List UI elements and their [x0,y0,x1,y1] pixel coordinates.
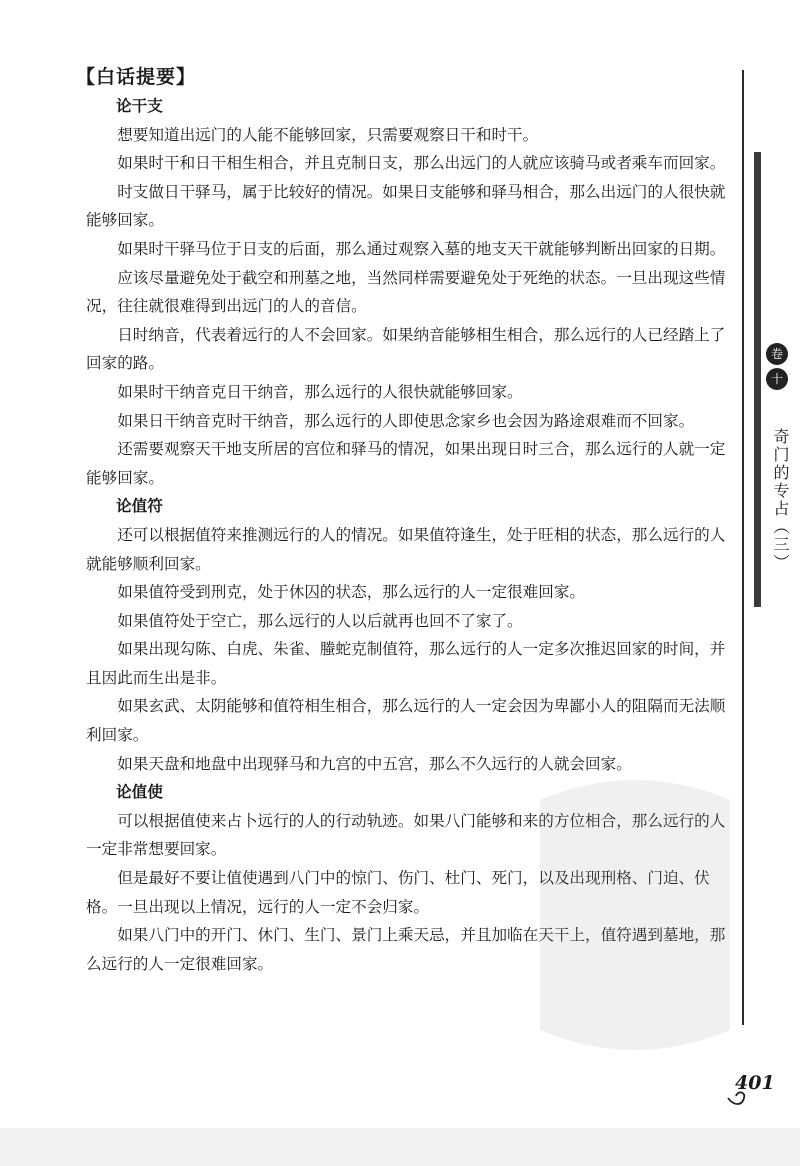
paragraph: 如果值符受到刑克，处于休囚的状态，那么远行的人一定很难回家。 [117,583,586,602]
subheading-zhifu: 论值符 [116,497,163,516]
paragraph: 可以根据值使来占卜远行的人的行动轨迹。如果八门能够和来的方位相合，那么远行的人一定非常想要回家。 [86,811,726,859]
paragraph: 如果出现勾陈、白虎、朱雀、螣蛇克制值符，那么远行的人一定多次推迟回家的时间，并且因此而生出是非。 [86,640,726,687]
volume-tab [757,343,797,408]
paragraph: 如果时干纳音克日干纳音，那么远行的人很快就能够回家。 [117,382,523,401]
paragraph: 应该尽量避免处于截空和刑墓之地，当然同样需要避免处于死绝的状态。一旦出现这些情况，往往就很难得到出远门的人的音信。 [86,268,726,316]
paragraph: 日时纳音，代表着远行的人不会回家。如果纳音能够相生相合，那么远行的人已经踏上了回家的路。 [86,325,726,373]
subheading-ganzhi: 论干支 [116,97,163,115]
paragraph: 如果玄武、太阴能够和值符相生相合，那么远行的人一定会因为卑鄙小人的阻隔而无法顺利回家。 [86,697,726,745]
volume-number-icon: 十二 [766,368,788,390]
paragraph: 还可以根据值符来推测远行的人的情况。如果值符逢生，处于旺相的状态，那么远行的人就能够顺利回家。 [86,525,726,573]
paragraph: 还需要观察天干地支所居的宫位和驿马的情况，如果出现日时三合，那么远行的人就一定能够回家。 [86,440,726,487]
paragraph: 如果日干纳音克时干纳音，那么远行的人即使思念家乡也会因为路途艰难而不回家。 [117,411,695,430]
watermark-seal-icon [520,770,750,1060]
paragraph: 时支做日干驿马，属于比较好的情况。如果日支能够和驿马相合，那么出远门的人很快就能够回家。 [86,182,726,230]
scan-shadow-band [0,1128,800,1166]
paragraph: 如果值符处于空亡，那么远行的人以后就再也回不了家了。 [117,611,523,630]
subheading-zhishi: 论值使 [116,783,163,802]
section-title: 【白话提要】 [76,66,197,88]
paragraph: 如果时干和日干相生相合，并且克制日支，那么出远门的人就应该骑马或者乘车而回家。 [117,154,726,173]
volume-marker-icon: 卷 [766,343,788,365]
paragraph: 想要知道出远门的人能不能够回家，只需要观察日干和时干。 [117,125,539,144]
paragraph: 但是最好不要让值使遇到八门中的惊门、伤门、杜门、死门，以及出现刑格、门迫、伏格。一旦出现以上情况，远行的人一定不会归家。 [86,869,710,916]
paragraph: 如果时干驿马位于日支的后面，那么通过观察入墓的地支天干就能够判断出回家的日期。 [117,239,726,258]
chapter-label: 奇门的专占（三） [771,428,790,572]
page-number: 401 [735,1072,775,1094]
paragraph: 如果八门中的开门、休门、生门、景门上乘天忌，并且加临在天干上，值符遇到墓地，那么远行的人一定很难回家。 [86,926,726,973]
paragraph: 如果天盘和地盘中出现驿马和九宫的中五宫，那么不久远行的人就会回家。 [117,754,632,773]
